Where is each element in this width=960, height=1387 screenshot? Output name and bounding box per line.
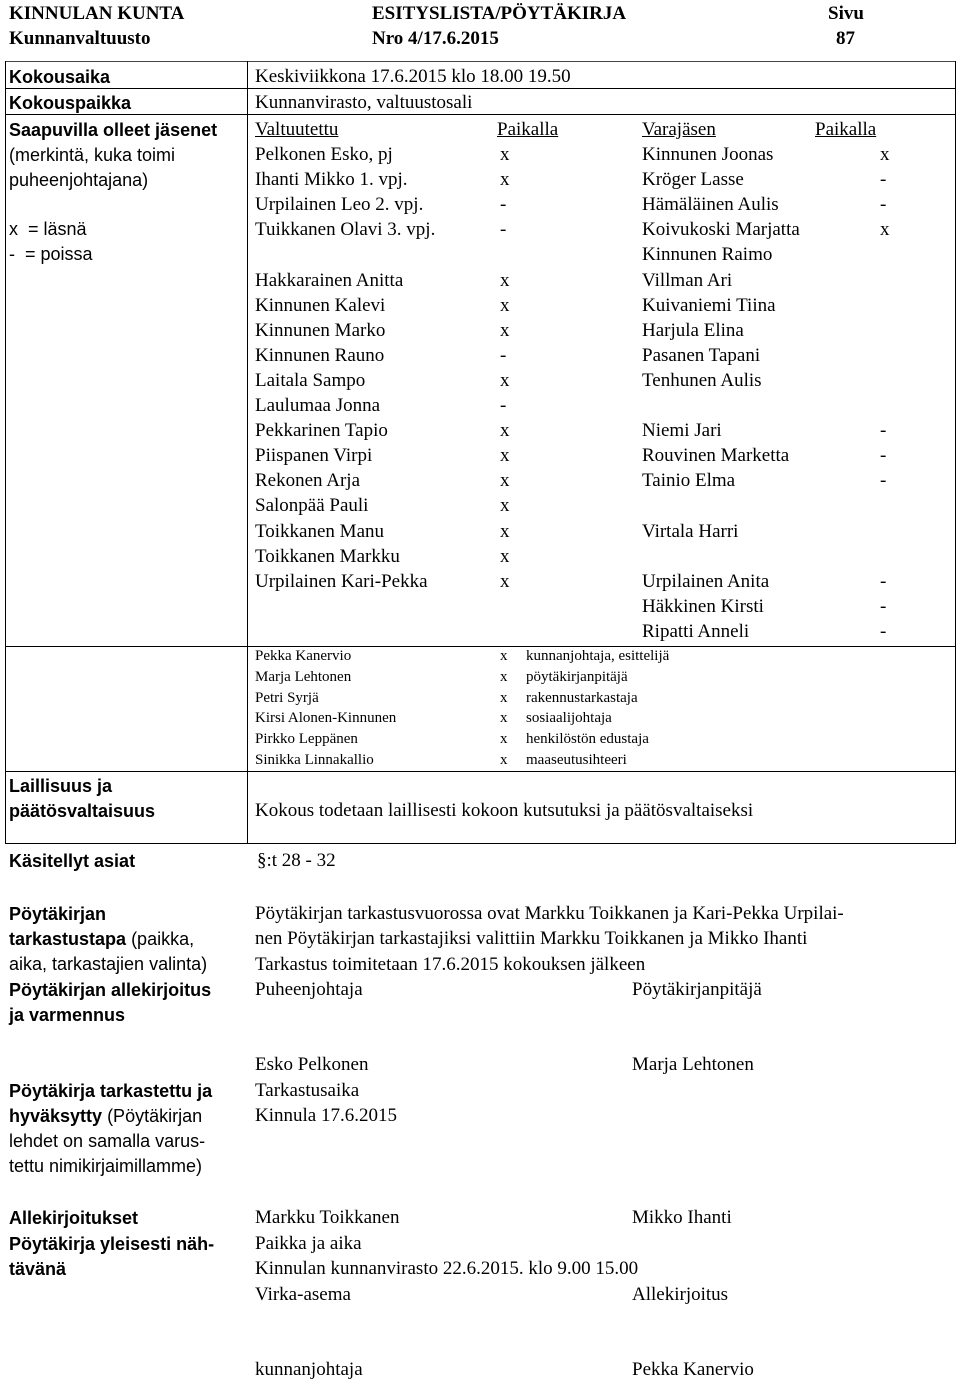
official-role: kunnanjohtaja, esittelijä bbox=[526, 648, 670, 664]
signing-label-line2: ja varmennus bbox=[9, 1005, 126, 1025]
legality-text: Kokous todetaan laillisesti kokoon kutsutuksi ja päätösvaltaiseksi bbox=[255, 800, 754, 821]
signing-name-secretary: Marja Lehtonen bbox=[632, 1054, 754, 1075]
member-present: x bbox=[500, 546, 510, 567]
member-name: Kinnunen Rauno bbox=[255, 345, 385, 366]
row-divider bbox=[5, 843, 956, 844]
member-name: Urpilainen Leo 2. vpj. bbox=[255, 194, 424, 215]
deputy-present: - bbox=[880, 445, 887, 466]
member-name: Hakkarainen Anitta bbox=[255, 270, 404, 291]
review-time-heading: Tarkastusaika bbox=[255, 1080, 360, 1101]
review-label-line3: aika, tarkastajien valinta) bbox=[9, 954, 208, 974]
public-sign-value: Pekka Kanervio bbox=[632, 1359, 754, 1380]
attendance-label-bold: Saapuvilla olleet jäsenet bbox=[9, 120, 218, 140]
member-present: x bbox=[500, 571, 510, 592]
official-role: maaseutusihteeri bbox=[526, 752, 627, 768]
deputy-name: Villman Ari bbox=[642, 270, 733, 291]
deputy-name: Rouvinen Marketta bbox=[642, 445, 790, 466]
row-divider bbox=[5, 646, 956, 647]
member-name: Tuikkanen Olavi 3. vpj. bbox=[255, 219, 436, 240]
signatures-label: Allekirjoitukset bbox=[9, 1208, 139, 1228]
deputy-name: Urpilainen Anita bbox=[642, 571, 770, 592]
member-present: x bbox=[500, 169, 510, 190]
deputy-name: Kröger Lasse bbox=[642, 169, 744, 190]
official-name: Sinikka Linnakallio bbox=[255, 752, 374, 768]
member-name: Kinnunen Kalevi bbox=[255, 295, 386, 316]
approved-label-rest2: (Pöytäkirjan bbox=[102, 1106, 203, 1126]
member-name: Pelkonen Esko, pj bbox=[255, 144, 393, 165]
column-header-member: Valtuutettu bbox=[255, 119, 339, 140]
signature-name-2: Mikko Ihanti bbox=[632, 1207, 732, 1228]
public-role-value: kunnanjohtaja bbox=[255, 1359, 363, 1380]
official-name: Pirkko Leppänen bbox=[255, 731, 358, 747]
public-label-line2: tävänä bbox=[9, 1259, 67, 1279]
row-divider bbox=[5, 88, 956, 89]
page-number: 87 bbox=[836, 28, 855, 49]
public-place-value: Kinnulan kunnanvirasto 22.6.2015. klo 9.00 15.00 bbox=[255, 1258, 639, 1279]
legality-label-line1: Laillisuus ja bbox=[9, 776, 113, 796]
member-present: x bbox=[500, 445, 510, 466]
member-name: Salonpää Pauli bbox=[255, 495, 369, 516]
official-name: Pekka Kanervio bbox=[255, 648, 352, 664]
member-name: Toikkanen Markku bbox=[255, 546, 400, 567]
deputy-name: Koivukoski Marjatta bbox=[642, 219, 800, 240]
column-header-present: Paikalla bbox=[497, 119, 559, 140]
public-role-heading: Virka-asema bbox=[255, 1284, 351, 1305]
official-present: x bbox=[500, 752, 508, 768]
table-column-divider bbox=[247, 61, 248, 844]
deputy-name: Kinnunen Joonas bbox=[642, 144, 774, 165]
official-name: Marja Lehtonen bbox=[255, 669, 352, 685]
deputy-present: - bbox=[880, 420, 887, 441]
deputy-present: - bbox=[880, 169, 887, 190]
member-present: x bbox=[500, 420, 510, 441]
public-sign-heading: Allekirjoitus bbox=[632, 1284, 729, 1305]
legality-label-line2: päätösvaltaisuus bbox=[9, 801, 156, 821]
deputy-present: - bbox=[880, 470, 887, 491]
official-role: rakennustarkastaja bbox=[526, 690, 638, 706]
member-name: Laitala Sampo bbox=[255, 370, 366, 391]
attendance-label-rest: (merkintä, kuka toimi puheenjohtajana) bbox=[9, 145, 176, 190]
approved-label-bold2: hyväksytty bbox=[9, 1106, 103, 1126]
body-name: Kunnanvaltuusto bbox=[9, 28, 151, 49]
deputy-name: Harjula Elina bbox=[642, 320, 744, 341]
deputy-name: Tainio Elma bbox=[642, 470, 736, 491]
document-number: Nro 4/17.6.2015 bbox=[372, 28, 499, 49]
official-role: sosiaalijohtaja bbox=[526, 710, 612, 726]
document-type: ESITYSLISTA/PÖYTÄKIRJA bbox=[372, 3, 627, 24]
review-time-value: Kinnula 17.6.2015 bbox=[255, 1105, 397, 1126]
member-name: Rekonen Arja bbox=[255, 470, 361, 491]
signing-role-secretary: Pöytäkirjanpitäjä bbox=[632, 979, 762, 1000]
signing-label-line1: Pöytäkirjan allekirjoitus bbox=[9, 980, 212, 1000]
member-name: Pekkarinen Tapio bbox=[255, 420, 388, 441]
member-present: - bbox=[500, 395, 507, 416]
approved-label-line2 bbox=[9, 1107, 202, 1125]
column-header-deputy-present: Paikalla bbox=[815, 119, 877, 140]
deputy-name: Ripatti Anneli bbox=[642, 621, 750, 642]
review-label-rest2: (paikka, bbox=[126, 929, 195, 949]
official-role: henkilöstön edustaja bbox=[526, 731, 649, 747]
deputy-name: Pasanen Tapani bbox=[642, 345, 761, 366]
attendance-label bbox=[9, 118, 244, 193]
member-present: x bbox=[500, 144, 510, 165]
column-header-deputy: Varajäsen bbox=[642, 119, 716, 140]
review-text-line3: Tarkastus toimitetaan 17.6.2015 kokouksen jälkeen bbox=[255, 954, 646, 975]
review-text-line1: Pöytäkirjan tarkastusvuorossa ovat Markku Toikkanen ja Kari-Pekka Urpilai- bbox=[255, 903, 844, 924]
member-name: Ihanti Mikko 1. vpj. bbox=[255, 169, 408, 190]
signing-role-chair: Puheenjohtaja bbox=[255, 979, 363, 1000]
deputy-name: Kinnunen Raimo bbox=[642, 244, 773, 265]
member-present: - bbox=[500, 194, 507, 215]
official-present: x bbox=[500, 731, 508, 747]
member-present: x bbox=[500, 320, 510, 341]
review-label-line1 bbox=[9, 905, 106, 923]
member-name: Piispanen Virpi bbox=[255, 445, 373, 466]
meeting-time-value: Keskiviikkona 17.6.2015 klo 18.00 19.50 bbox=[255, 66, 571, 87]
row-divider bbox=[5, 114, 956, 115]
review-label-line2 bbox=[9, 930, 194, 948]
member-present: x bbox=[500, 470, 510, 491]
public-label-line1: Pöytäkirja yleisesti näh- bbox=[9, 1234, 215, 1254]
member-present: x bbox=[500, 495, 510, 516]
row-divider bbox=[5, 771, 956, 772]
items-label: Käsitellyt asiat bbox=[9, 851, 136, 871]
page-label: Sivu bbox=[828, 3, 864, 24]
table-right-border bbox=[955, 61, 956, 844]
deputy-present: - bbox=[880, 571, 887, 592]
deputy-present: - bbox=[880, 596, 887, 617]
official-name: Petri Syrjä bbox=[255, 690, 319, 706]
member-present: - bbox=[500, 345, 507, 366]
table-left-border bbox=[5, 61, 6, 844]
deputy-name: Tenhunen Aulis bbox=[642, 370, 762, 391]
approved-label-line1: Pöytäkirja tarkastettu ja bbox=[9, 1081, 213, 1101]
official-present: x bbox=[500, 669, 508, 685]
header-rule bbox=[5, 61, 955, 62]
member-present: x bbox=[500, 270, 510, 291]
review-text-line2: nen Pöytäkirjan tarkastajiksi valittiin Markku Toikkanen ja Mikko Ihanti bbox=[255, 928, 808, 949]
member-present: x bbox=[500, 370, 510, 391]
legend-absent: - = poissa bbox=[9, 244, 93, 264]
deputy-present: - bbox=[880, 194, 887, 215]
official-present: x bbox=[500, 710, 508, 726]
deputy-present: - bbox=[880, 621, 887, 642]
member-name: Toikkanen Manu bbox=[255, 521, 385, 542]
deputy-present: x bbox=[880, 144, 890, 165]
deputy-name: Niemi Jari bbox=[642, 420, 722, 441]
meeting-time-label: Kokousaika bbox=[9, 67, 111, 87]
deputy-name: Virtala Harri bbox=[642, 521, 739, 542]
meeting-place-label: Kokouspaikka bbox=[9, 93, 132, 113]
official-present: x bbox=[500, 690, 508, 706]
official-present: x bbox=[500, 648, 508, 664]
deputy-present: x bbox=[880, 219, 890, 240]
member-present: x bbox=[500, 295, 510, 316]
review-label-bold1: Pöytäkirjan bbox=[9, 904, 107, 924]
member-name: Urpilainen Kari-Pekka bbox=[255, 571, 428, 592]
deputy-name: Kuivaniemi Tiina bbox=[642, 295, 776, 316]
member-present: x bbox=[500, 521, 510, 542]
member-name: Laulumaa Jonna bbox=[255, 395, 381, 416]
member-present: - bbox=[500, 219, 507, 240]
signature-name-1: Markku Toikkanen bbox=[255, 1207, 400, 1228]
official-name: Kirsi Alonen-Kinnunen bbox=[255, 710, 397, 726]
approved-label-line4: tettu nimikirjaimillamme) bbox=[9, 1156, 203, 1176]
deputy-name: Häkkinen Kirsti bbox=[642, 596, 764, 617]
org-name: KINNULAN KUNTA bbox=[9, 3, 185, 24]
member-name: Kinnunen Marko bbox=[255, 320, 386, 341]
public-place-heading: Paikka ja aika bbox=[255, 1233, 362, 1254]
deputy-name: Hämäläinen Aulis bbox=[642, 194, 779, 215]
review-label-bold2: tarkastustapa bbox=[9, 929, 127, 949]
official-role: pöytäkirjanpitäjä bbox=[526, 669, 628, 685]
legend-present: x = läsnä bbox=[9, 219, 87, 239]
meeting-place-value: Kunnanvirasto, valtuustosali bbox=[255, 92, 473, 113]
approved-label-line3: lehdet on samalla varus- bbox=[9, 1131, 206, 1151]
items-value: §:t 28 - 32 bbox=[257, 850, 336, 871]
signing-name-chair: Esko Pelkonen bbox=[255, 1054, 369, 1075]
